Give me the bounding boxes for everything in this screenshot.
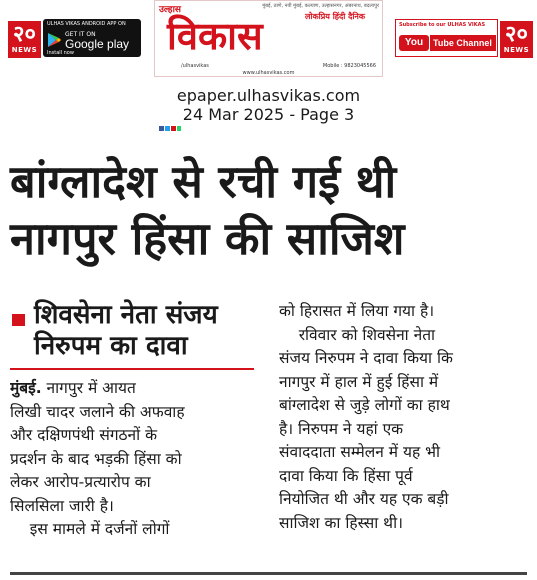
google-play-install: Install now (47, 50, 74, 56)
article-left-column (10, 300, 254, 362)
article-body-right (279, 300, 526, 535)
logo-strip (157, 63, 380, 70)
google-play-get-it: GET IT ON (65, 31, 96, 38)
google-play-label: Google play (65, 37, 130, 51)
body-line: सिलसिला जारी है। (10, 496, 114, 515)
article-dateline: मुंबई. (10, 379, 42, 397)
article-kicker (10, 300, 254, 362)
headline-line: नागपुर हिंसा की साजिश (10, 212, 405, 265)
google-play-button[interactable] (43, 19, 141, 57)
news-badge-left-number: २० (13, 22, 36, 47)
logo-subtitle: लोकप्रिय हिंदी दैनिक (305, 12, 366, 21)
epaper-caption (0, 86, 537, 124)
news-badge-right-number: २० (505, 22, 528, 47)
subscribe-line: Subscribe to our ULHAS VIKAS (399, 22, 486, 28)
logo-url: www.ulhasvikas.com (242, 70, 295, 76)
body-line: नागपुर में हाल में हुई हिंसा में (279, 372, 439, 391)
epaper-url[interactable]: epaper.ulhasvikas.com (176, 86, 361, 105)
body-line-text: नागपुर में आयत (41, 379, 136, 397)
newspaper-logo[interactable] (154, 0, 383, 77)
body-line: प्रदर्शन के बाद भड़की हिंसा को (10, 449, 182, 468)
body-line: दावा किया कि हिंसा पूर्व (279, 466, 413, 485)
body-line: साजिश का हिस्सा थी। (279, 513, 403, 532)
body-line: बांग्लादेश से जुड़े लोगों का हाथ (279, 396, 450, 414)
body-line: लिखी चादर जलाने की अफवाह (10, 402, 185, 421)
body-line: इस मामले में दर्जनों लोगों (10, 520, 170, 538)
article-headline (10, 153, 530, 267)
body-line (10, 377, 254, 401)
epaper-date-page: 24 Mar 2025 - Page 3 (182, 105, 355, 124)
youtube-subscribe-button[interactable] (395, 19, 498, 57)
body-line: संजय निरुपम ने दावा किया कि (279, 349, 453, 367)
google-play-icon (47, 32, 62, 48)
body-line: है। निरुपम ने यहां एक (279, 419, 404, 438)
youtube-icon: You (399, 35, 429, 51)
body-line: को हिरासत में लिया गया है। (279, 302, 435, 320)
body-line: रविवार को शिवसेना नेता (279, 325, 436, 344)
social-icons (159, 126, 181, 131)
article-body-left (10, 377, 254, 542)
body-line: संवाददाता सम्मेलन में यह भी (279, 443, 441, 461)
news-badge-right (500, 21, 533, 58)
kicker-line: निरुपम का दावा (34, 331, 188, 361)
body-line: लेकर आरोप-प्रत्यारोप का (10, 473, 151, 491)
logo-strip-mobile: Mobile : 9823045566 (322, 63, 376, 69)
logo-word: विकास (167, 13, 263, 58)
news-badge-left-label: NEWS (11, 46, 38, 54)
kicker-line: शिवसेना नेता संजय (34, 300, 218, 330)
kicker-divider (10, 368, 254, 370)
google-play-top-line: ULHAS VIKAS ANDROID APP ON (47, 21, 126, 27)
news-badge-right-label: NEWS (503, 46, 530, 54)
body-line: और दक्षिणपंथी संगठनों के (10, 426, 157, 444)
news-badge-left (8, 21, 41, 58)
logo-tagline: मुंबई, ठाणे, नवी मुंबई, कल्याण, उल्हासनगर, अंबरनाथ, बदलापुर (262, 3, 379, 9)
headline-line: बांग्लादेश से रची गई थी (10, 155, 397, 208)
logo-small-word: उल्हास (159, 5, 182, 15)
masthead (0, 0, 537, 84)
square-bullet-icon (12, 314, 25, 326)
youtube-channel-label: Tube Channel (430, 35, 496, 51)
logo-strip-handle: /ulhasvikas (181, 63, 209, 69)
body-line: नियोजित थी और यह एक बड़ी (279, 490, 449, 508)
bottom-divider (10, 572, 527, 575)
